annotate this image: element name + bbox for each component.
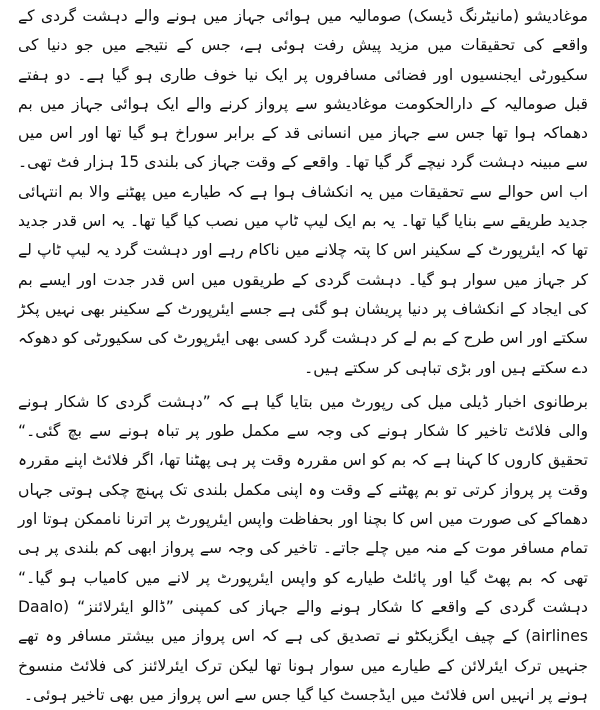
news-article xyxy=(18,0,588,704)
article-paragraph-1: موغادیشو (مانیٹرنگ ڈیسک) صومالیہ میں ہوائی جہاز میں ہونے والے دہشت گردی کے واقعے کی تحقیقات میں مزید پیش رفت ہوئی ہے، جس کے نتیجے میں جو دنیا کی سکیورٹی ایجنسیوں اور فضائی مسافروں پر ایک نیا خوف طاری ہو گیا ہے۔ دو ہفتے قبل صومالیہ کے دارالحکومت موغادیشو سے پرواز کرنے والے ایک ہوائی جہاز میں بم دھماکہ ہوا تھا جس سے جہاز میں انسانی قد کے برابر سوراخ ہو گیا تھا اور اس میں سے مبینہ دہشت گرد نیچے گر گیا تھا۔ واقعے کے وقت جہاز کی بلندی 15 ہزار فٹ تھی۔ اب اس حوالے سے تحقیقات میں یہ انکشاف ہوا ہے کہ طیارے میں پھٹنے والا بم انتہائی جدید طریقے سے بنایا گیا تھا۔ یہ بم ایک لیپ ٹاپ میں نصب کیا گیا تھا۔ یہ اس قدر جدید تھا کہ ایئرپورٹ کے سکینر اس کا پتہ چلانے میں ناکام رہے اور دہشت گرد یہ لیپ ٹاپ لے کر جہاز میں سوار ہو گیا۔ دہشت گردی کے طریقوں میں اس قدر جدت اور ایسے بم کی ایجاد کے انکشاف پر دنیا پریشان ہو گئی ہے جسے ایئرپورٹ کے سکینر بھی نہیں پکڑ سکتے اور اس طرح کے بم لے کر دہشت گرد کسی بھی ایئرپورٹ کی سکیورٹی کو دھوکہ دے سکتے ہیں اور بڑی تباہی کر سکتے ہیں۔ xyxy=(18,7,588,377)
article-paragraph-2: برطانوی اخبار ڈیلی میل کی رپورٹ میں بتایا گیا ہے کہ ”دہشت گردی کا شکار ہونے والی فلائٹ تاخیر کا شکار ہونے کی وجہ سے مکمل طور پر تباہ ہونے سے بچ گئی۔“ تحقیق کاروں کا کہنا ہے کہ بم کو اس مقررہ وقت پر ہی پھٹنا تھا، اگر فلائٹ اپنے مقررہ وقت پر پرواز کرتی تو بم پھٹنے کے وقت وہ اپنی مکمل بلندی تک پہنچ چکی ہوتی جہاں دھماکے کی صورت میں اس کا بچنا اور بحفاظت واپس ایئرپورٹ پر اترنا ناممکن ہوتا اور تمام مسافر موت کے منہ میں چلے جاتے۔ تاخیر کی وجہ سے پرواز ابھی کم بلندی پر ہی تھی کہ بم پھٹ گیا اور پائلٹ طیارے کو واپس ایئرپورٹ پر لانے میں کامیاب ہو گیا۔“ دہشت گردی کے واقعے کا شکار ہونے والے جہاز کی کمپنی ”ڈالو ایئرلائنز“ (Daalo airlines) کے چیف ایگزیکٹو نے تصدیق کی ہے کہ اس پرواز میں بیشتر مسافر وہ تھے جنہیں ترک ایئرلائن کے طیارے میں سوار ہونا تھا لیکن ترک ایئرلائنز کی فلائٹ منسوخ ہونے پر انہیں اس فلائٹ میں ایڈجسٹ کیا گیا جس سے اس پرواز میں بھی تاخیر ہوئی۔ xyxy=(18,392,588,704)
